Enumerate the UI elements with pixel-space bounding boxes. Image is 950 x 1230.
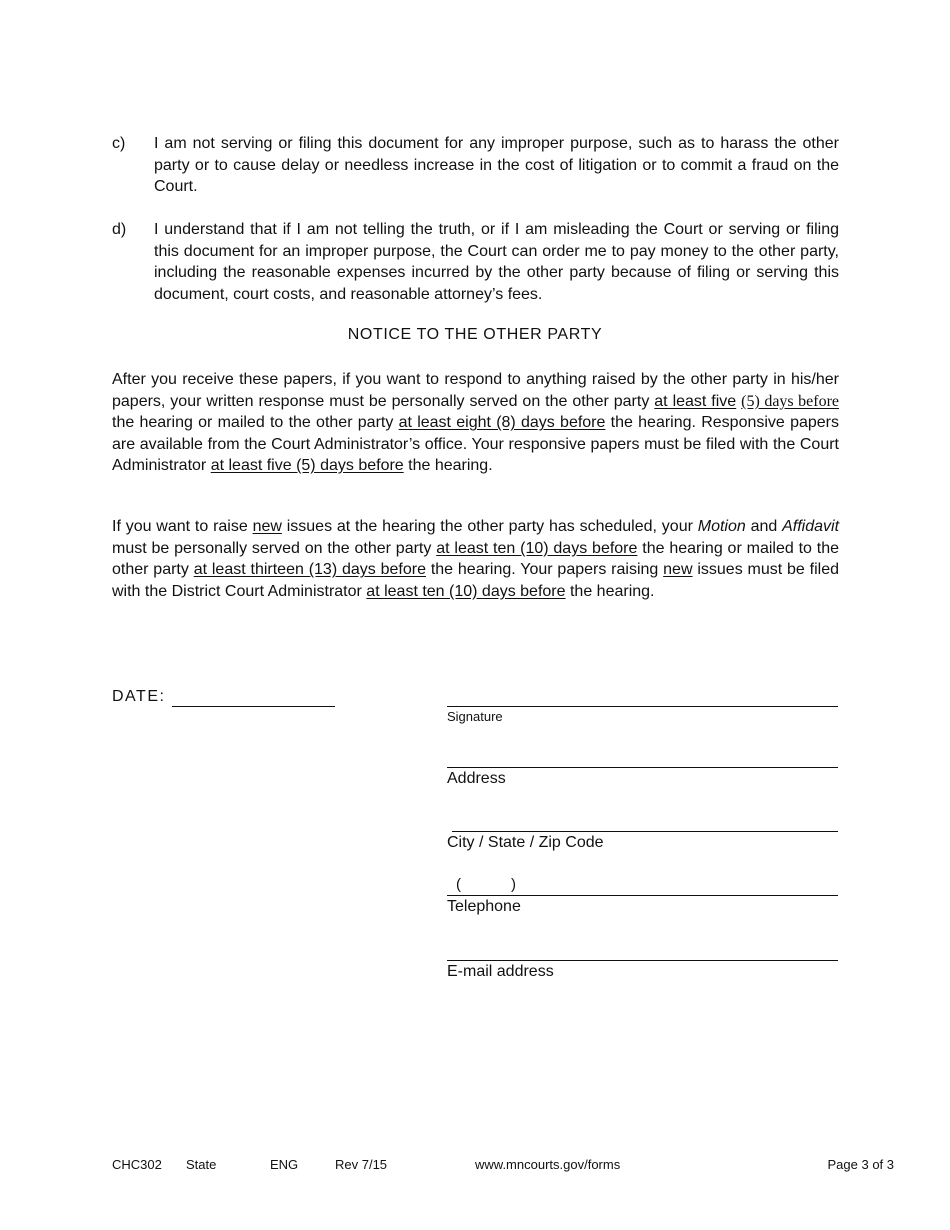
telephone-field-line[interactable] bbox=[447, 895, 838, 896]
area-code-parens: ( ) bbox=[456, 876, 516, 893]
footer-revision: Rev 7/15 bbox=[335, 1157, 388, 1172]
footer-url: www.mncourts.gov/forms bbox=[475, 1157, 621, 1172]
text-span: the hearing or mailed to the other party bbox=[112, 539, 840, 578]
text-span: must be personally served on the other party bbox=[112, 539, 437, 557]
text-span: After you receive these papers, if you want to respond to anything raised by the other party in his/her papers, your written response must be personally served on the other party bbox=[112, 371, 839, 410]
emphasis-text: new bbox=[252, 518, 282, 535]
text-span: and bbox=[745, 518, 783, 535]
footer-state: State bbox=[186, 1157, 217, 1172]
address-label: Address bbox=[447, 770, 506, 787]
address-field-line[interactable] bbox=[447, 767, 838, 768]
notice-paragraph-response bbox=[112, 369, 839, 477]
text-span: If you want to raise bbox=[112, 518, 253, 535]
notice-heading: NOTICE TO THE OTHER PARTY bbox=[347, 326, 603, 343]
date-field-line[interactable] bbox=[172, 706, 335, 707]
deadline-text: at least five bbox=[654, 392, 737, 410]
deadline-text: at least thirteen (13) days before bbox=[193, 561, 426, 578]
deadline-text: at least ten (10) days before bbox=[436, 539, 638, 557]
list-item-c bbox=[112, 133, 839, 198]
text-span: the hearing. Responsive papers are available from the Court Administrator’s office. Your responsive papers must be filed with the Court Administrator bbox=[112, 414, 840, 474]
telephone-label: Telephone bbox=[447, 898, 521, 915]
text-span: the hearing. bbox=[403, 457, 493, 474]
deadline-text: at least ten (10) days before bbox=[366, 582, 566, 600]
text-span: issues at the hearing the other party has scheduled, your bbox=[281, 518, 698, 535]
italic-text: Affidavit bbox=[782, 518, 840, 535]
deadline-text: at least eight (8) days before bbox=[398, 414, 606, 431]
text-span: the hearing or mailed to the other party bbox=[112, 414, 399, 431]
date-label: DATE: bbox=[112, 688, 166, 705]
footer-page-number: Page 3 of 3 bbox=[827, 1157, 894, 1172]
footer-language: ENG bbox=[270, 1157, 299, 1172]
text-span: the hearing. bbox=[565, 582, 655, 600]
footer-form-id: CHC302 bbox=[112, 1157, 162, 1172]
city-state-zip-field-line[interactable] bbox=[452, 831, 838, 832]
signature-field-line[interactable] bbox=[447, 706, 838, 707]
item-text: I understand that if I am not telling the truth, or if I am misleading the Court or serving or filing this document for an improper purpose, the Court can order me to pay money to the other party, including the reasonable expenses incurred by the other party because of filing or serving this document, court costs, and reasonable attorney’s fees. bbox=[154, 221, 839, 303]
deadline-text: (5) days before bbox=[741, 392, 840, 410]
text-span: issues must be filed with the District Court Administrator bbox=[112, 561, 840, 600]
item-text: I am not serving or filing this document for any improper purpose, such as to harass the other party or to cause delay or needless increase in the cost of litigation or to commit a fraud on the Court. bbox=[154, 135, 839, 195]
deadline-text: at least five (5) days before bbox=[210, 457, 404, 474]
item-label: d) bbox=[112, 221, 127, 238]
signature-label: Signature bbox=[447, 709, 503, 724]
notice-paragraph-new-issues bbox=[112, 516, 839, 602]
emphasis-text: new bbox=[663, 561, 693, 578]
email-field-line[interactable] bbox=[447, 960, 838, 961]
list-item-d bbox=[112, 219, 839, 305]
city-state-zip-label: City / State / Zip Code bbox=[447, 834, 604, 851]
email-label: E-mail address bbox=[447, 963, 554, 980]
text-span: the hearing. Your papers raising bbox=[426, 561, 664, 578]
italic-text: Motion bbox=[697, 518, 746, 535]
item-label: c) bbox=[112, 135, 126, 152]
